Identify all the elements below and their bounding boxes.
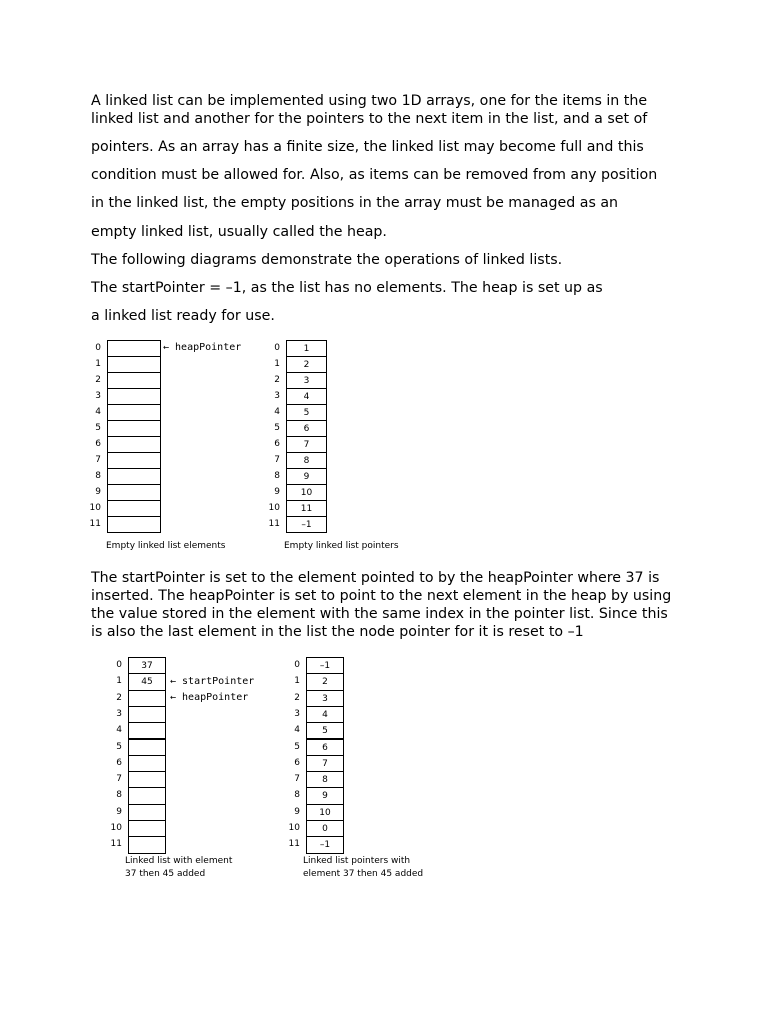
array-cell xyxy=(107,516,161,533)
array-index: 5 xyxy=(95,423,101,433)
array-cell xyxy=(107,388,161,405)
array-cell: 37 xyxy=(128,657,166,674)
array-cell: 6 xyxy=(286,420,327,437)
array-index: 10 xyxy=(288,823,300,833)
array-cell: 4 xyxy=(286,388,327,405)
array-cell: 5 xyxy=(286,404,327,421)
array-index: 7 xyxy=(294,774,300,785)
heap-pointer-label: ← heapPointer xyxy=(170,692,249,703)
array-cell xyxy=(107,452,161,469)
array-cell xyxy=(128,706,166,723)
array-index: 6 xyxy=(294,757,300,768)
array-index: 8 xyxy=(274,471,280,481)
array-index: 6 xyxy=(274,439,280,449)
array-index: 2 xyxy=(294,692,300,703)
array-cell: –1 xyxy=(306,836,344,853)
paragraph-line: a linked list ready for use. xyxy=(91,308,275,324)
array-cell xyxy=(128,755,166,772)
array-index: 4 xyxy=(116,725,122,736)
array-cell xyxy=(128,787,166,804)
array-cell: 10 xyxy=(286,484,327,501)
start-pointer-label: ← startPointer xyxy=(170,676,255,687)
array-index: 3 xyxy=(116,708,122,719)
array-index: 4 xyxy=(95,407,101,417)
array-index: 4 xyxy=(294,725,300,736)
array-index: 5 xyxy=(274,423,280,433)
array-index: 0 xyxy=(95,343,101,353)
array-cell xyxy=(107,420,161,437)
array-index: 1 xyxy=(294,676,300,687)
array-cell: 8 xyxy=(306,771,344,788)
array-index: 11 xyxy=(110,839,122,850)
paragraph-line: The startPointer = –1, as the list has no elements. The heap is set up as xyxy=(91,280,603,296)
array-cell: 2 xyxy=(286,356,327,373)
array-cell: 4 xyxy=(306,706,344,723)
paragraph-line: empty linked list, usually called the heap. xyxy=(91,224,387,240)
array-index: 5 xyxy=(116,741,122,752)
array-cell xyxy=(128,690,166,707)
array-cell: –1 xyxy=(286,516,327,533)
array-cell: 3 xyxy=(286,372,327,389)
empty-elements-array-figure xyxy=(86,340,266,560)
array-cell xyxy=(128,739,166,756)
array-index: 1 xyxy=(274,359,280,369)
array-cell xyxy=(107,340,161,357)
paragraph-line: in the linked list, the empty positions in the array must be managed as an xyxy=(91,195,619,211)
array-index: 11 xyxy=(288,839,300,850)
array-cell: 3 xyxy=(306,690,344,707)
array-index: 0 xyxy=(294,660,300,670)
array-index: 11 xyxy=(89,519,101,529)
array-cell xyxy=(107,372,161,389)
array-index: 3 xyxy=(274,391,280,401)
array-index: 6 xyxy=(95,439,101,449)
array-index: 2 xyxy=(274,375,280,385)
array-index: 0 xyxy=(274,343,280,353)
array-cell xyxy=(128,722,166,739)
pointers-array-with-items-figure xyxy=(282,657,402,857)
array-index: 9 xyxy=(294,806,300,817)
array-cell xyxy=(128,836,166,853)
array-cell xyxy=(128,804,166,821)
array-index: 9 xyxy=(116,806,122,817)
array-cell: 10 xyxy=(306,804,344,821)
empty-elements-caption: Empty linked list elements xyxy=(106,541,226,551)
heap-pointer-label: ← heapPointer xyxy=(163,342,242,353)
pointers-caption-line1: Linked list pointers with xyxy=(303,856,411,866)
array-index: 9 xyxy=(274,487,280,497)
array-cell: 7 xyxy=(286,436,327,453)
array-cell: 1 xyxy=(286,340,327,357)
array-index: 8 xyxy=(294,790,300,801)
array-cell: 6 xyxy=(306,739,344,756)
array-index: 9 xyxy=(95,487,101,497)
array-index: 7 xyxy=(95,455,101,465)
empty-pointers-caption: Empty linked list pointers xyxy=(284,541,399,551)
array-index: 2 xyxy=(116,692,122,703)
array-cell: 2 xyxy=(306,673,344,690)
array-index: 4 xyxy=(274,407,280,417)
array-cell xyxy=(107,436,161,453)
array-index: 6 xyxy=(116,757,122,768)
pointers-caption-line2: element 37 then 45 added xyxy=(303,869,424,879)
array-cell: 9 xyxy=(286,468,327,485)
array-cell xyxy=(107,404,161,421)
paragraph-line: The following diagrams demonstrate the operations of linked lists. xyxy=(91,252,563,268)
paragraph-insert-description: The startPointer is set to the element pointed to by the heapPointer where 37 is inserted. The heapPointer is set to point to the next element in the heap by using the value stored in the element with the same index in the pointer list. Since this is also the last element in the list the node pointer for it is reset to –1 xyxy=(91,570,672,640)
elements-caption-line2: 37 then 45 added xyxy=(125,869,206,879)
array-index: 10 xyxy=(268,503,280,513)
array-index: 1 xyxy=(95,359,101,369)
elements-array-with-items-figure xyxy=(104,657,284,857)
array-cell: 7 xyxy=(306,755,344,772)
array-cell xyxy=(107,468,161,485)
array-index: 7 xyxy=(116,774,122,785)
array-index: 5 xyxy=(294,741,300,752)
array-index: 8 xyxy=(95,471,101,481)
array-cell xyxy=(128,771,166,788)
array-cell xyxy=(107,500,161,517)
array-index: 7 xyxy=(274,455,280,465)
array-cell: 9 xyxy=(306,787,344,804)
array-cell: 5 xyxy=(306,722,344,739)
array-index: 2 xyxy=(95,375,101,385)
array-cell xyxy=(128,820,166,837)
array-index: 8 xyxy=(116,790,122,801)
array-index: 3 xyxy=(95,391,101,401)
empty-pointers-array-figure xyxy=(264,340,384,560)
paragraph-line: pointers. As an array has a finite size, the linked list may become full and this xyxy=(91,139,644,155)
array-cell: 8 xyxy=(286,452,327,469)
array-cell: 11 xyxy=(286,500,327,517)
array-index: 0 xyxy=(116,660,122,670)
array-index: 10 xyxy=(89,503,101,513)
array-index: 11 xyxy=(268,519,280,529)
array-index: 1 xyxy=(116,676,122,687)
array-cell xyxy=(107,484,161,501)
array-cell: 45 xyxy=(128,673,166,690)
array-index: 3 xyxy=(294,708,300,719)
elements-caption-line1: Linked list with element xyxy=(125,856,233,866)
array-cell: –1 xyxy=(306,657,344,674)
array-cell xyxy=(107,356,161,373)
paragraph-intro: A linked list can be implemented using two 1D arrays, one for the items in the linked list and another for the pointers to the next item in the list, and a set of xyxy=(91,93,648,127)
array-index: 10 xyxy=(110,823,122,833)
array-cell: 0 xyxy=(306,820,344,837)
paragraph-line: condition must be allowed for. Also, as items can be removed from any position xyxy=(91,167,658,183)
